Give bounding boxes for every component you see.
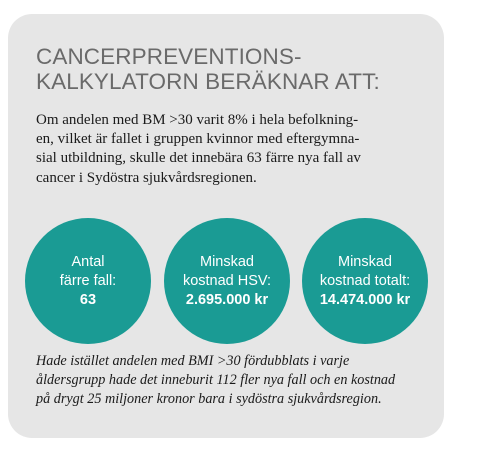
stat-label: Minskad bbox=[200, 253, 254, 270]
stat-circle-cost-total bbox=[302, 218, 428, 344]
stat-circle-cost-hsv bbox=[164, 218, 290, 344]
stat-value: 63 bbox=[79, 291, 97, 308]
stat-label: kostnad totalt: bbox=[319, 272, 411, 289]
stat-value: 2.695.000 kr bbox=[185, 291, 269, 308]
intro-line: cancer i Sydöstra sjukvårdsregionen. bbox=[36, 169, 257, 186]
intro-paragraph bbox=[36, 111, 436, 188]
footnote-line: Hade istället andelen med BMI >30 fördubblats i varje bbox=[36, 353, 350, 369]
stat-value: 14.474.000 kr bbox=[319, 291, 411, 308]
intro-line: en, vilket är fallet i gruppen kvinnor med eftergymna- bbox=[36, 131, 360, 148]
stat-circle-fewer-cases bbox=[25, 218, 151, 344]
intro-line: Om andelen med BM >30 varit 8% i hela befolkning- bbox=[36, 112, 359, 128]
footnote-paragraph bbox=[36, 352, 436, 409]
stat-label: kostnad HSV: bbox=[182, 272, 272, 289]
card-title-line-1: CANCERPREVENTIONS- bbox=[36, 44, 302, 69]
footnote-line: åldersgrupp hade det inneburit 112 fler nya fall och en kostnad bbox=[36, 372, 396, 388]
stat-label: färre fall: bbox=[59, 272, 117, 289]
card-title bbox=[36, 44, 380, 94]
stat-label: Minskad bbox=[338, 253, 392, 270]
card-title-line-2: KALKYLATORN BERÄKNAR ATT: bbox=[36, 69, 380, 94]
stat-label: Antal bbox=[71, 253, 105, 270]
intro-line: sial utbildning, skulle det innebära 63 färre nya fall av bbox=[36, 150, 361, 167]
footnote-line: på drygt 25 miljoner kronor bara i sydöstra sjukvårdsregion. bbox=[36, 391, 382, 407]
